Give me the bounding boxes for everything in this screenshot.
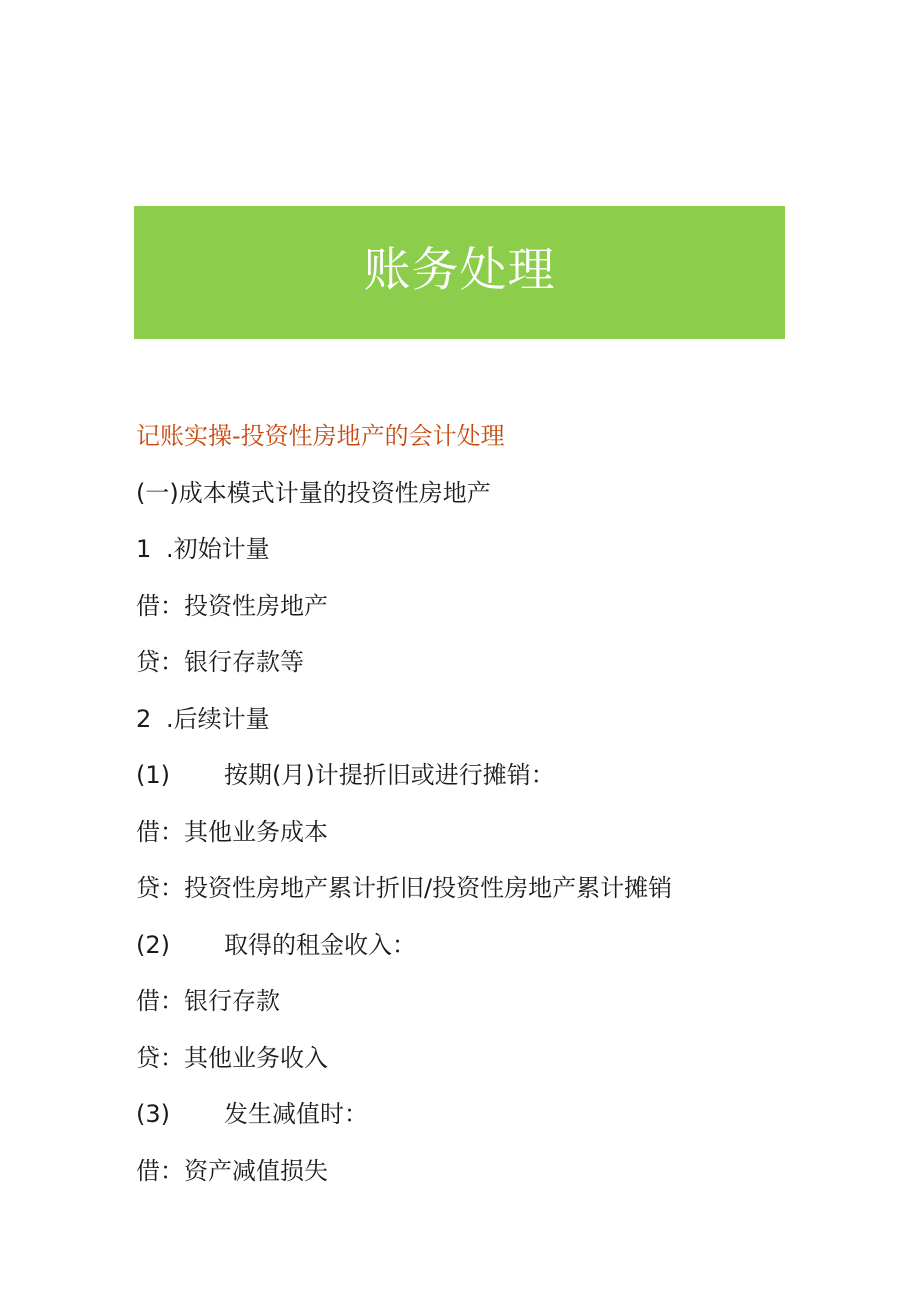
item-2-title [136, 917, 836, 974]
item-1-number: (1) [136, 761, 170, 789]
step-1-title [136, 521, 836, 578]
document-body [136, 408, 836, 1199]
item-3-label: 发生减值时： [224, 1100, 368, 1128]
step-1-number: 1 [136, 535, 152, 563]
item-3-title [136, 1086, 836, 1143]
title-banner [134, 206, 785, 339]
item-1-label: 按期(月)计提折旧或进行摊销： [224, 761, 555, 789]
step-1-label: .初始计量 [166, 535, 270, 563]
step-1-credit: 贷：银行存款等 [136, 648, 304, 676]
section-heading: 记账实操-投资性房地产的会计处理 [136, 422, 505, 450]
step-2-number: 2 [136, 704, 152, 733]
step-2-label: .后续计量 [166, 704, 270, 733]
step-1-debit: 借：投资性房地产 [136, 591, 328, 620]
item-2-label: 取得的租金收入： [224, 930, 416, 959]
item-2-credit: 贷：其他业务收入 [136, 1043, 328, 1072]
subsection-title: (一)成本模式计量的投资性房地产 [136, 478, 491, 507]
item-1-title [136, 747, 836, 804]
item-3-debit: 借：资产减值损失 [136, 1156, 328, 1185]
step-2-title [136, 691, 836, 748]
item-1-credit: 贷：投资性房地产累计折旧/投资性房地产累计摊销 [136, 874, 673, 902]
item-1-debit: 借：其他业务成本 [136, 817, 328, 846]
item-2-number: (2) [136, 930, 170, 959]
item-2-debit: 借：银行存款 [136, 987, 280, 1015]
item-3-number: (3) [136, 1100, 170, 1128]
banner-title: 账务处理 [363, 243, 556, 298]
